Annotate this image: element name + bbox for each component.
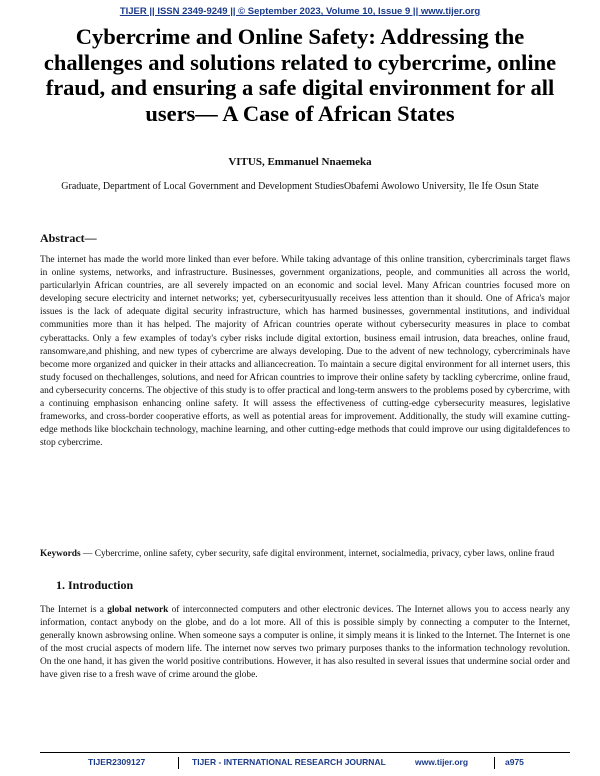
journal-header: TIJER || ISSN 2349-9249 || © September 2023, Volume 10, Issue 9 || www.tijer.org [119, 6, 481, 17]
abstract-heading: Abstract— [40, 231, 97, 245]
page-footer [0, 757, 600, 771]
abstract-text: The internet has made the world more linked than ever before. While taking advantage of this online transition, cybercriminals target flaws in online systems, networks, and infrastructure. Businesses, government organizations, people, and communities all across the world, particularlyin African countries, are all severely impacted on an economic and social level. Many African countries focused more on developing secure electricity and internet networks; yet, cybersecurityusually receives less attention than it should. One of Africa's major issues is the lack of adequate digital security infrastructure, which has harmed businesses, governmental institutions, and individual communities more than it has helped. The majority of African countries operate without cybersecurity measures in place to combat cyberattacks. Only a few examples of today's cyber risks include digital extortion, business email intrusion, data breaches, online fraud, ransomware,and phishing, and new types of cybercrime are always developing. Due to the advent of new technology, cybercriminals have become more organized and quicker in their attacks and alliancecreation. To maintain a secure digital environment for all internet users, this study focused on thechallenges, solutions, and need for African countries to improve their online safety by tackling cybercrime, online fraud, and cybersecurity concerns. The objective of this study is to offer practical and long-term answers to the problems posed by cybercrime, with a continuing emphasison enhancing online safety. It will assess the effectiveness of cutting-edge cybersecurity measures, legislative frameworks, and cross-border cooperative efforts, as well as potential areas for improvement. Additionally, the study will examine cutting-edge methods like blockchain technology, machine learning, and other cutting-edge methods that could improve our using digitaldefences to stop cybercrime. [40, 255, 570, 449]
introduction-text [40, 604, 570, 681]
footer-paper-id: TIJER2309127 [88, 757, 146, 767]
intro-text-start: The Internet is a [40, 605, 108, 615]
footer-website: www.tijer.org [415, 757, 469, 767]
keywords-text: — Cybercrime, online safety, cyber security, safe digital environment, internet, socialmedia, privacy, cyber laws, online fraud [80, 549, 555, 559]
keywords-section [40, 548, 570, 561]
paper-title: Cybercrime and Online Safety: Addressing the challenges and solutions related to cybercrime, online fraud, and ensuring a safe digital environment for all users— A Case of African States [43, 24, 557, 126]
footer-separator [494, 757, 495, 769]
introduction-heading: 1. Introduction [56, 578, 134, 592]
footer-page-number: a975 [505, 757, 524, 767]
author-affiliation: Graduate, Department of Local Government and Development StudiesObafemi Awolowo University, Ile Ife Osun State [61, 181, 539, 192]
keywords-label: Keywords [40, 549, 81, 559]
intro-bold-phrase: global network [107, 605, 169, 615]
intro-text-rest: of interconnected computers and other electronic devices. The Internet allows you to access nearly any information, contact anybody on the globe, and do a lot more. All of this is possible simply by connecting a computer to the Internet, generally known asbrowsing online. When someone says a computer is online, it simply means it is linked to the Internet. The Internet is one of the most crucial aspects of modern life. The internet now serves two primary purposes thanks to the information technology revolution. On the one hand, it has given the world positive contributions. However, it has also resulted in several issues that undermine social order and have given rise to a fresh wave of crime around the globe. [40, 605, 570, 680]
author-name: VITUS, Emmanuel Nnaemeka [228, 156, 372, 168]
footer-separator [178, 757, 179, 769]
footer-journal-name: TIJER - INTERNATIONAL RESEARCH JOURNAL [192, 757, 386, 767]
footer-rule [40, 752, 570, 753]
